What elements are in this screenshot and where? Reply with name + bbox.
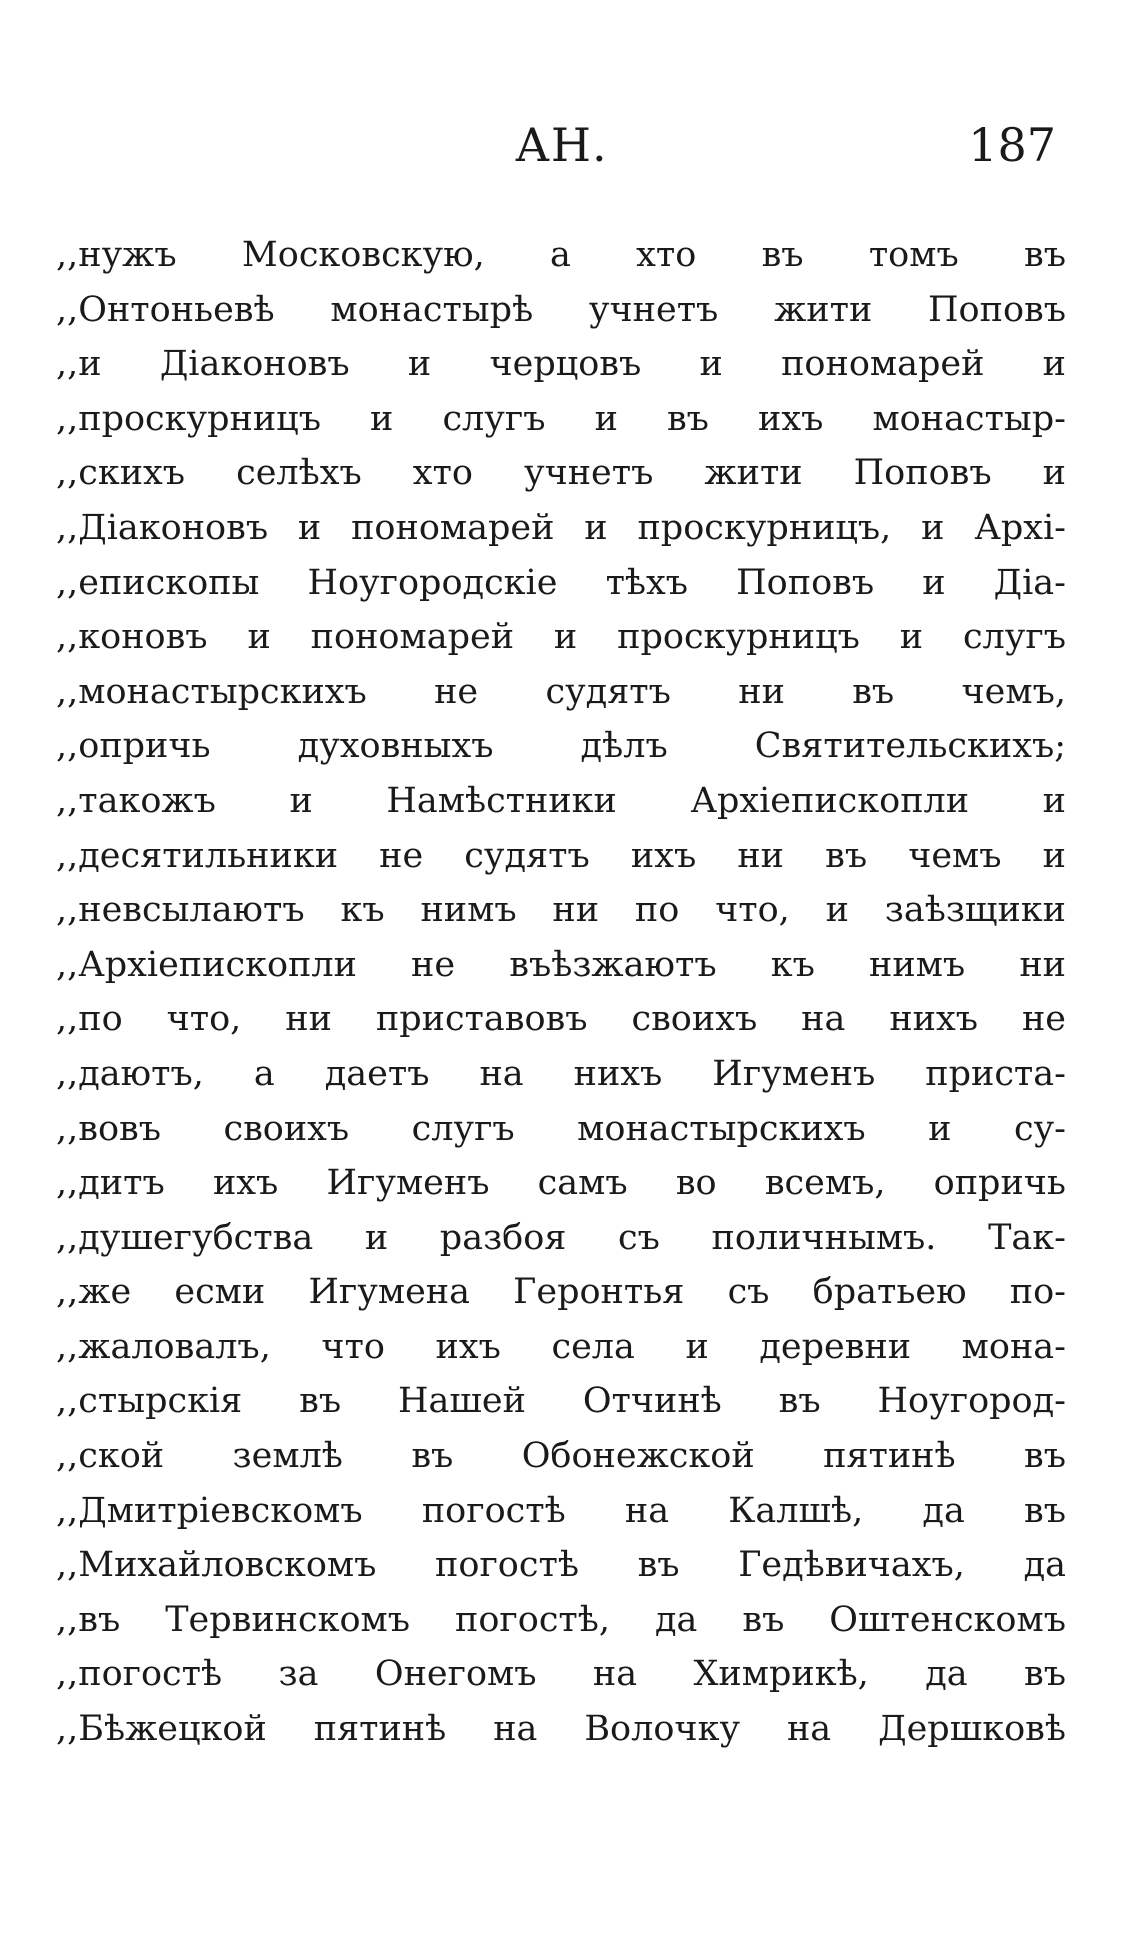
- text-line: ,,скихъ селѣхъ хто учнетъ жити Поповъ и: [56, 453, 1066, 494]
- text-line: ,,по что, ни приставовъ своихъ на нихъ не: [56, 999, 1066, 1040]
- text-line: ,,дитъ ихъ Игуменъ самъ во всемъ, опричь: [56, 1163, 1066, 1204]
- body-text: [56, 228, 1066, 1757]
- text-line: ,,опричь духовныхъ дѣлъ Святительскихъ;: [56, 726, 1066, 767]
- page-header: [0, 118, 1140, 188]
- text-line: ,,монастырскихъ не судятъ ни въ чемъ,: [56, 671, 1066, 712]
- text-line: ,,коновъ и пономарей и проскурницъ и слугъ: [56, 617, 1066, 658]
- text-line: ,,даютъ, а даетъ на нихъ Игуменъ приста-: [56, 1053, 1066, 1094]
- text-line: ,,жаловалъ, что ихъ села и деревни мона-: [56, 1326, 1066, 1367]
- text-line: ,,невсылаютъ къ нимъ ни по что, и заѣзщики: [56, 890, 1066, 931]
- text-line: ,,Бѣжецкой пятинѣ на Волочку на Дершковѣ: [56, 1709, 1066, 1750]
- text-line: ,,Діаконовъ и пономарей и проскурницъ, и Архі-: [56, 507, 1066, 548]
- text-line: ,,и Діаконовъ и черцовъ и пономарей и: [56, 344, 1066, 385]
- text-line: ,,же есми Игумена Геронтья съ братьею по-: [56, 1272, 1066, 1313]
- text-line: ,,такожъ и Намѣстники Архіепископли и: [56, 780, 1066, 821]
- text-line: ,,въ Тервинскомъ погостѣ, да въ Оштенскомъ: [56, 1599, 1066, 1640]
- text-line: ,,десятильники не судятъ ихъ ни въ чемъ и: [56, 835, 1066, 876]
- text-line: ,,вовъ своихъ слугъ монастырскихъ и су-: [56, 1108, 1066, 1149]
- text-line: ,,Онтоньевѣ монастырѣ учнетъ жити Поповъ: [56, 289, 1066, 330]
- text-line: ,,Михайловскомъ погостѣ въ Гедѣвичахъ, да: [56, 1545, 1066, 1586]
- text-line: ,,стырскія въ Нашей Отчинѣ въ Ноугород-: [56, 1381, 1066, 1422]
- text-line: ,,душегубства и разбоя съ поличнымъ. Так-: [56, 1217, 1066, 1258]
- text-line: ,,Дмитріевскомъ погостѣ на Калшѣ, да въ: [56, 1490, 1066, 1531]
- page-number: 187: [968, 118, 1056, 172]
- text-line: ,,ской землѣ въ Обонежской пятинѣ въ: [56, 1436, 1066, 1477]
- text-line: ,,нужъ Московскую, а хто въ томъ въ: [56, 235, 1066, 275]
- text-line: ,,проскурницъ и слугъ и въ ихъ монастыр-: [56, 398, 1066, 439]
- running-head: АН.: [515, 118, 608, 172]
- text-line: ,,епископы Ноугородскіе тѣхъ Поповъ и Діа-: [56, 562, 1066, 603]
- text-line: ,,погостѣ за Онегомъ на Химрикѣ, да въ: [56, 1654, 1066, 1695]
- text-line: ,,Архіепископли не въѣзжаютъ къ нимъ ни: [56, 944, 1066, 985]
